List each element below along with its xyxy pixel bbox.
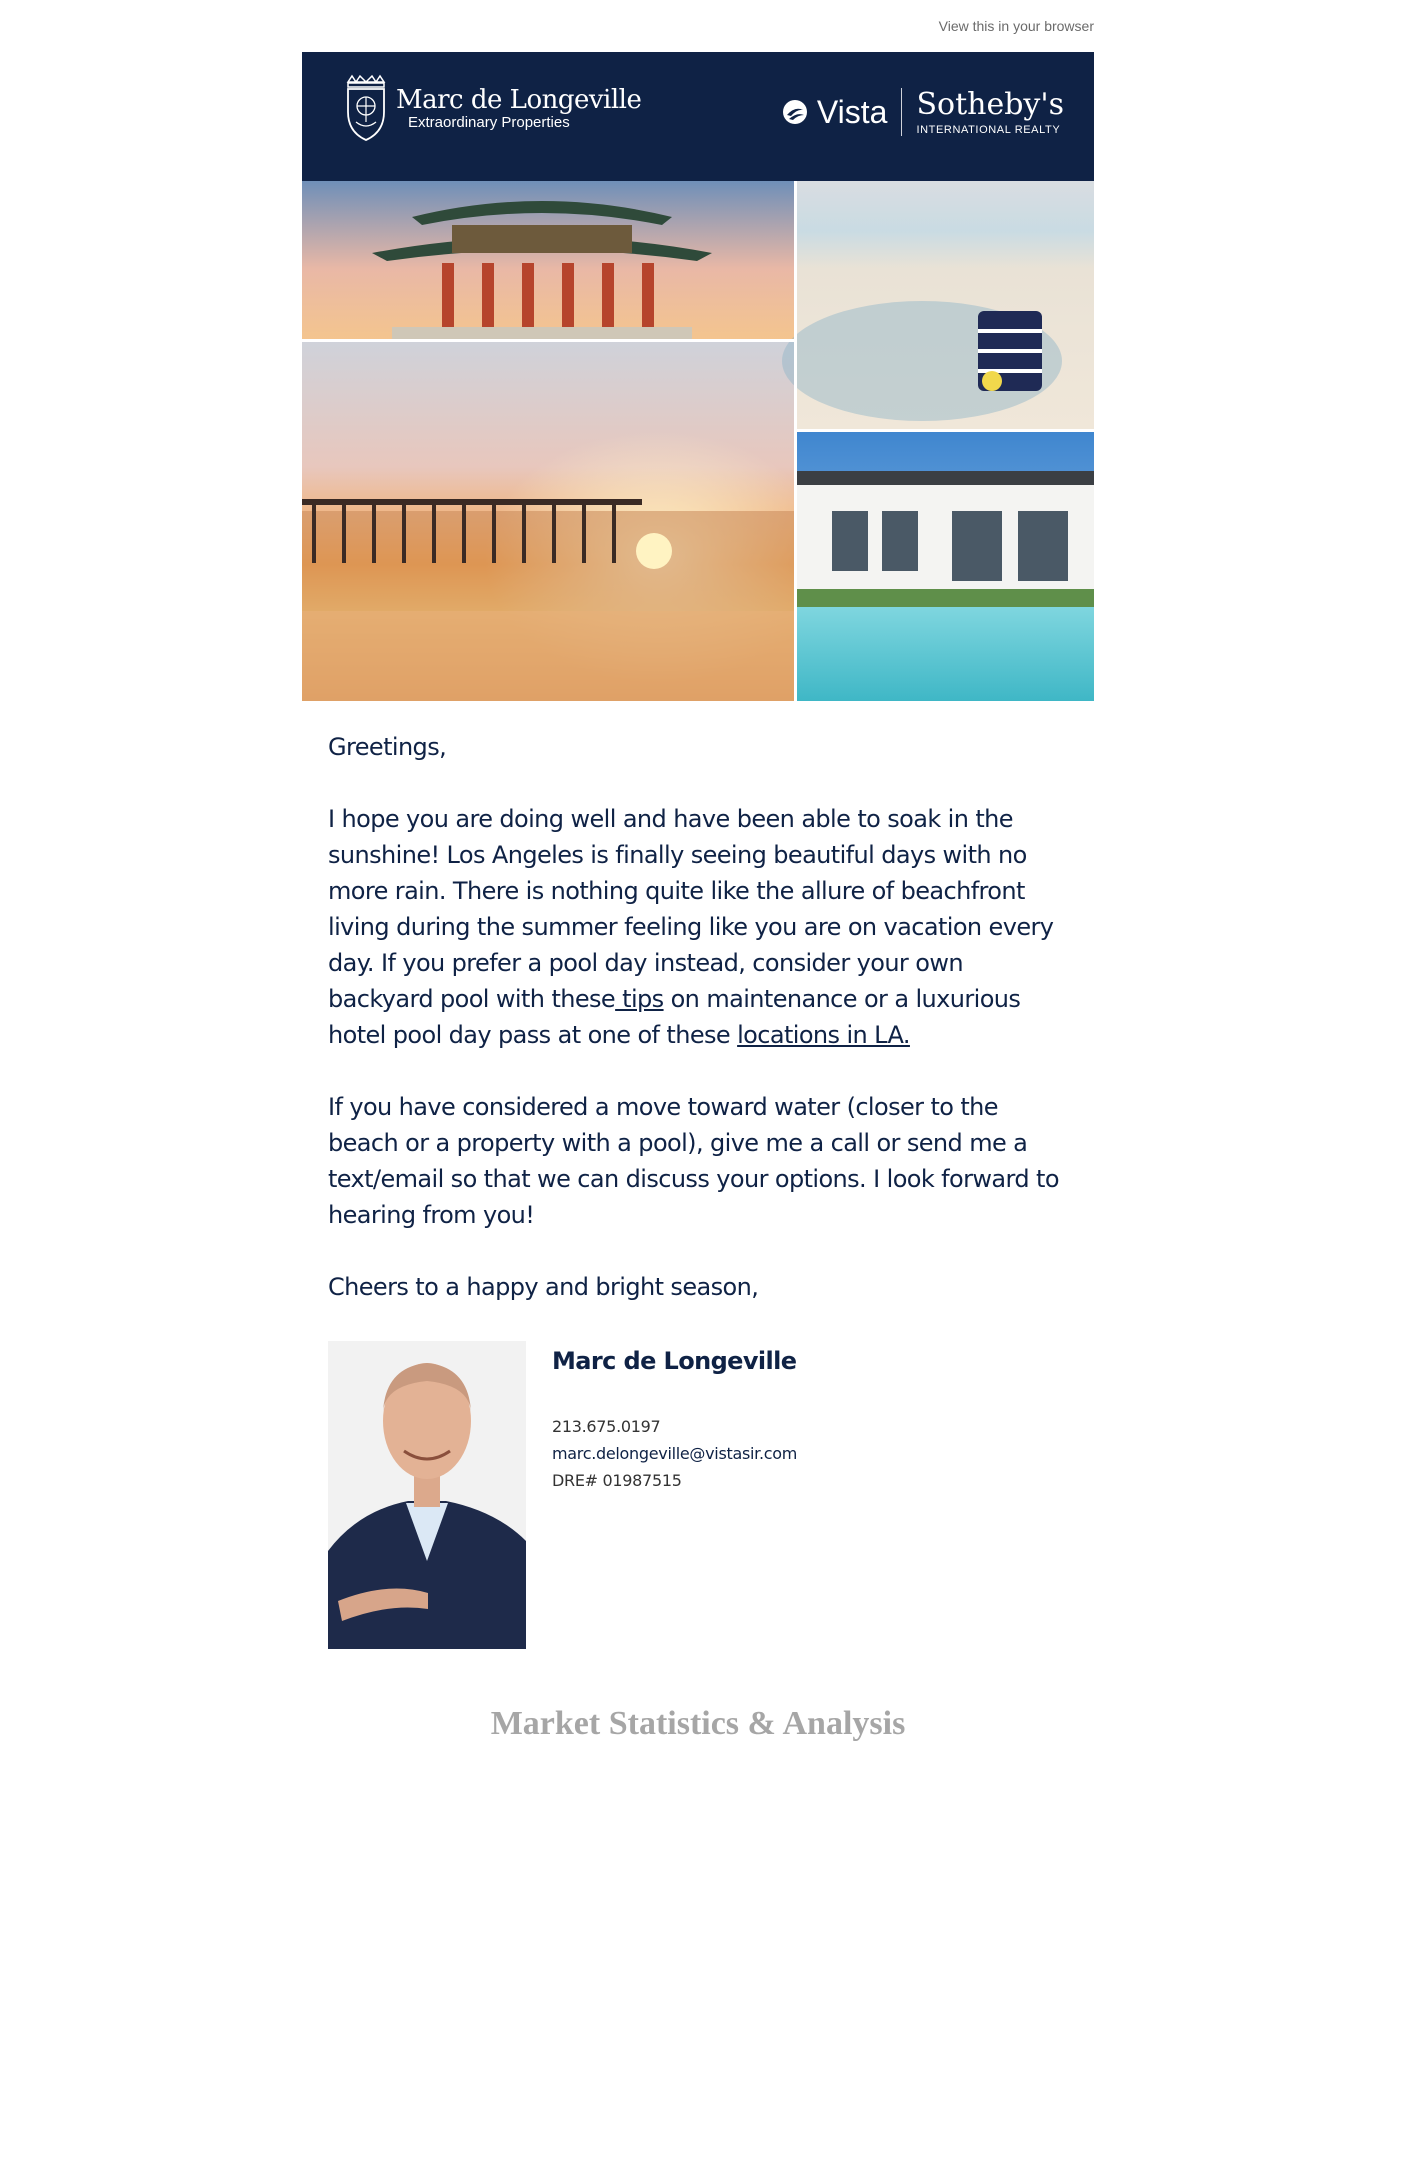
sothebys-wordmark: Sotheby's — [916, 86, 1064, 122]
email-body — [302, 52, 1094, 1743]
paragraph-1-text-b: on maintenance or a luxurious hotel pool day pass at one of these — [328, 985, 1021, 1049]
tips-link[interactable]: tips — [615, 985, 664, 1013]
agent-photo — [328, 1341, 526, 1649]
agent-phone[interactable]: 213.675.0197 — [552, 1417, 661, 1436]
greeting: Greetings, — [328, 733, 447, 761]
vista-swirl-icon — [781, 98, 809, 126]
vista-wordmark: Vista — [816, 93, 888, 130]
letter-content — [302, 729, 1094, 1649]
paragraph-1-text-a: I hope you are doing well and have been able to soak in the sunshine! Los Angeles is finally seeing beautiful days with no more rain. There is nothing quite like the allure of beachfront living during the summer feeling like you are on vacation every day. If you prefer a pool day instead, consider your own backyard pool with these — [328, 805, 1054, 1013]
brand-tagline: Extraordinary Properties — [408, 114, 570, 131]
partner-logo[interactable] — [781, 88, 1064, 136]
brand-name: Marc de Longeville — [396, 85, 642, 115]
sothebys-subtitle: INTERNATIONAL REALTY — [916, 123, 1061, 136]
email-header — [302, 52, 1094, 181]
letter-paragraph-1 — [328, 801, 1066, 1053]
locations-link[interactable]: locations in LA. — [737, 1021, 910, 1049]
agent-email[interactable]: marc.delongeville@vistasir.com — [552, 1444, 798, 1463]
agent-name: Marc de Longeville — [552, 1347, 797, 1375]
hero-collage-image — [302, 181, 1094, 701]
crest-icon — [342, 74, 390, 142]
brand-logo[interactable] — [342, 74, 641, 142]
signature-block — [328, 1341, 1066, 1649]
view-in-browser-link[interactable]: View this in your browser — [938, 18, 1094, 34]
market-heading: Market Statistics & Analysis — [490, 1705, 906, 1742]
closing: Cheers to a happy and bright season, — [328, 1273, 759, 1301]
logo-divider — [901, 88, 902, 136]
agent-license: DRE# 01987515 — [552, 1471, 682, 1490]
topbar — [302, 18, 1094, 38]
letter-paragraph-2: If you have considered a move toward water (closer to the beach or a property with a pool), give me a call or send me a text/email so that we can discuss your options. I look forward to hearing from you! — [328, 1093, 1059, 1229]
hero-collage — [302, 181, 1094, 701]
